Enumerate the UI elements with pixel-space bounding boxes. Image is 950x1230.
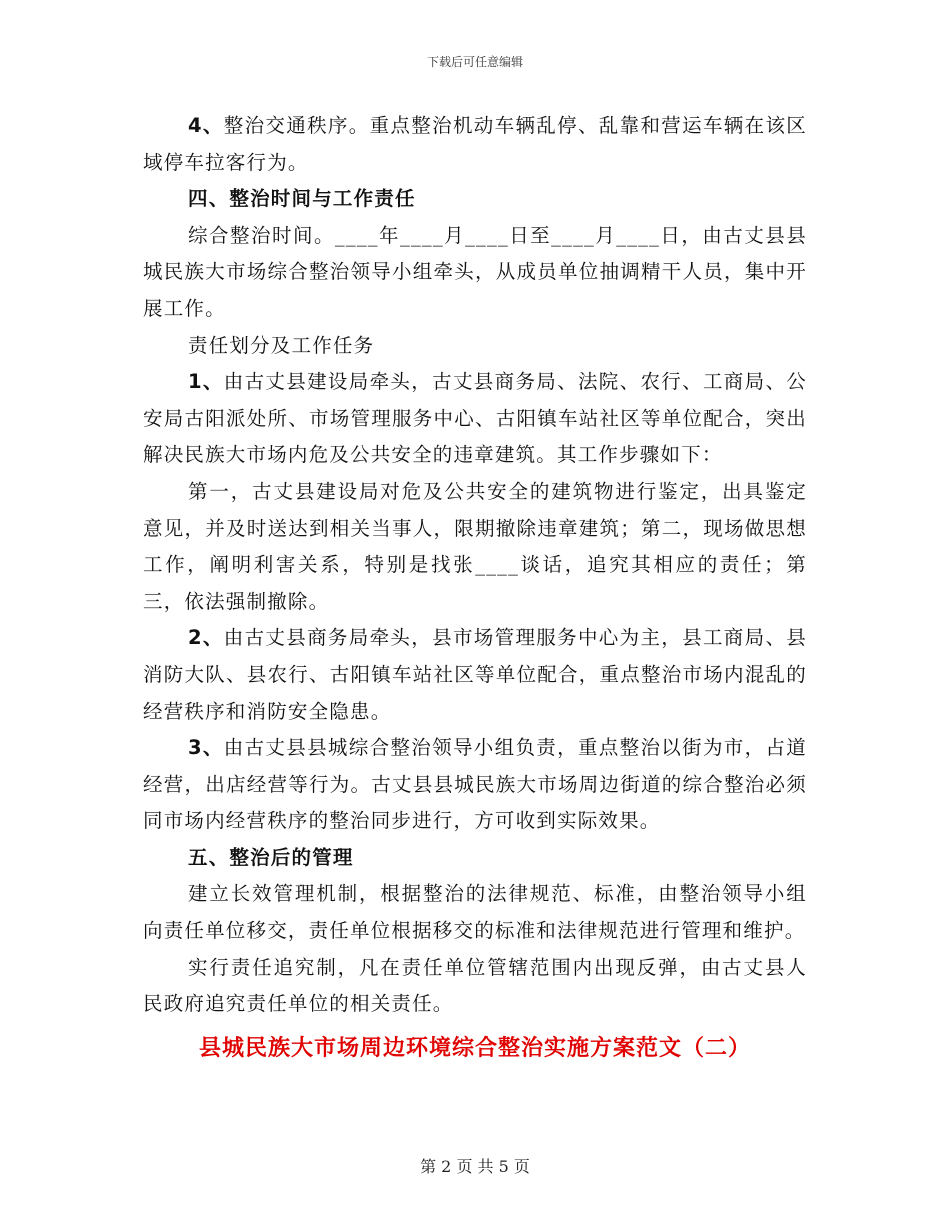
page-footer: 第 2 页 共 5 页: [420, 1157, 530, 1176]
heading-section-5: 五、整治后的管理: [188, 845, 354, 869]
item-2: [143, 620, 807, 730]
document-body: [143, 108, 807, 1067]
document-title-part-2: 县城民族大市场周边环境综合整治实施方案范文（二）: [198, 1035, 751, 1061]
item-text: 由古丈县建设局牵头，古丈县商务局、法院、农行、工商局、公安局古阳派处所、市场管理服务中心、古阳镇车站社区等单位配合，突出解决民族大市场内危及公共安全的违章建筑。其工作步骤如下：: [143, 370, 808, 467]
management-paragraph-1: 建立长效管理机制，根据整治的法律规范、标准，由整治领导小组向责任单位移交，责任单位根据移交的标准和法律规范进行管理和维护。: [143, 882, 807, 943]
item-number: 3、: [188, 736, 224, 760]
item-number: 2、: [188, 626, 224, 650]
header-note: 下载后可任意编辑: [426, 55, 523, 69]
item-number: 1、: [188, 370, 224, 394]
item-text: 由古丈县县城综合整治领导小组负责，重点整治以街为市，占道经营，出店经营等行为。古丈县县城民族大市场周边街道的综合整治必须同市场内经营秩序的整治同步进行，方可收到实际效果。: [143, 736, 808, 833]
item-text: 由古丈县商务局牵头，县市场管理服务中心为主，县工商局、县消防大队、县农行、古阳镇车站社区等单位配合，重点整治市场内混乱的经营秩序和消防安全隐患。: [143, 626, 808, 723]
heading-section-4: 四、整治时间与工作责任: [188, 187, 416, 211]
item-number: 4、: [188, 114, 224, 137]
item-3: [143, 730, 807, 840]
management-paragraph-2: 实行责任追究制，凡在责任单位管辖范围内出现反弹，由古丈县人民政府追究责任单位的相关责任。: [143, 955, 807, 1016]
steps-paragraph: 第一，古丈县建设局对危及公共安全的建筑物进行鉴定，出具鉴定意见，并及时送达到相关当事人，限期撤除违章建筑；第二，现场做思想工作，阐明利害关系，特别是找张____谈话，追究其相应的责任；第三，依法强制撤除。: [143, 479, 807, 613]
item-1: [143, 364, 807, 474]
section4-item: [143, 108, 807, 181]
time-paragraph: 综合整治时间。____年____月____日至____月____日，由古丈县县城民族大市场综合整治领导小组牵头，从成员单位抽调精干人员，集中开展工作。: [143, 223, 807, 320]
subheading-responsibility: 责任划分及工作任务: [188, 333, 375, 357]
item-text: 整治交通秩序。重点整治机动车辆乱停、乱靠和营运车辆在该区域停车拉客行为。: [143, 114, 808, 174]
